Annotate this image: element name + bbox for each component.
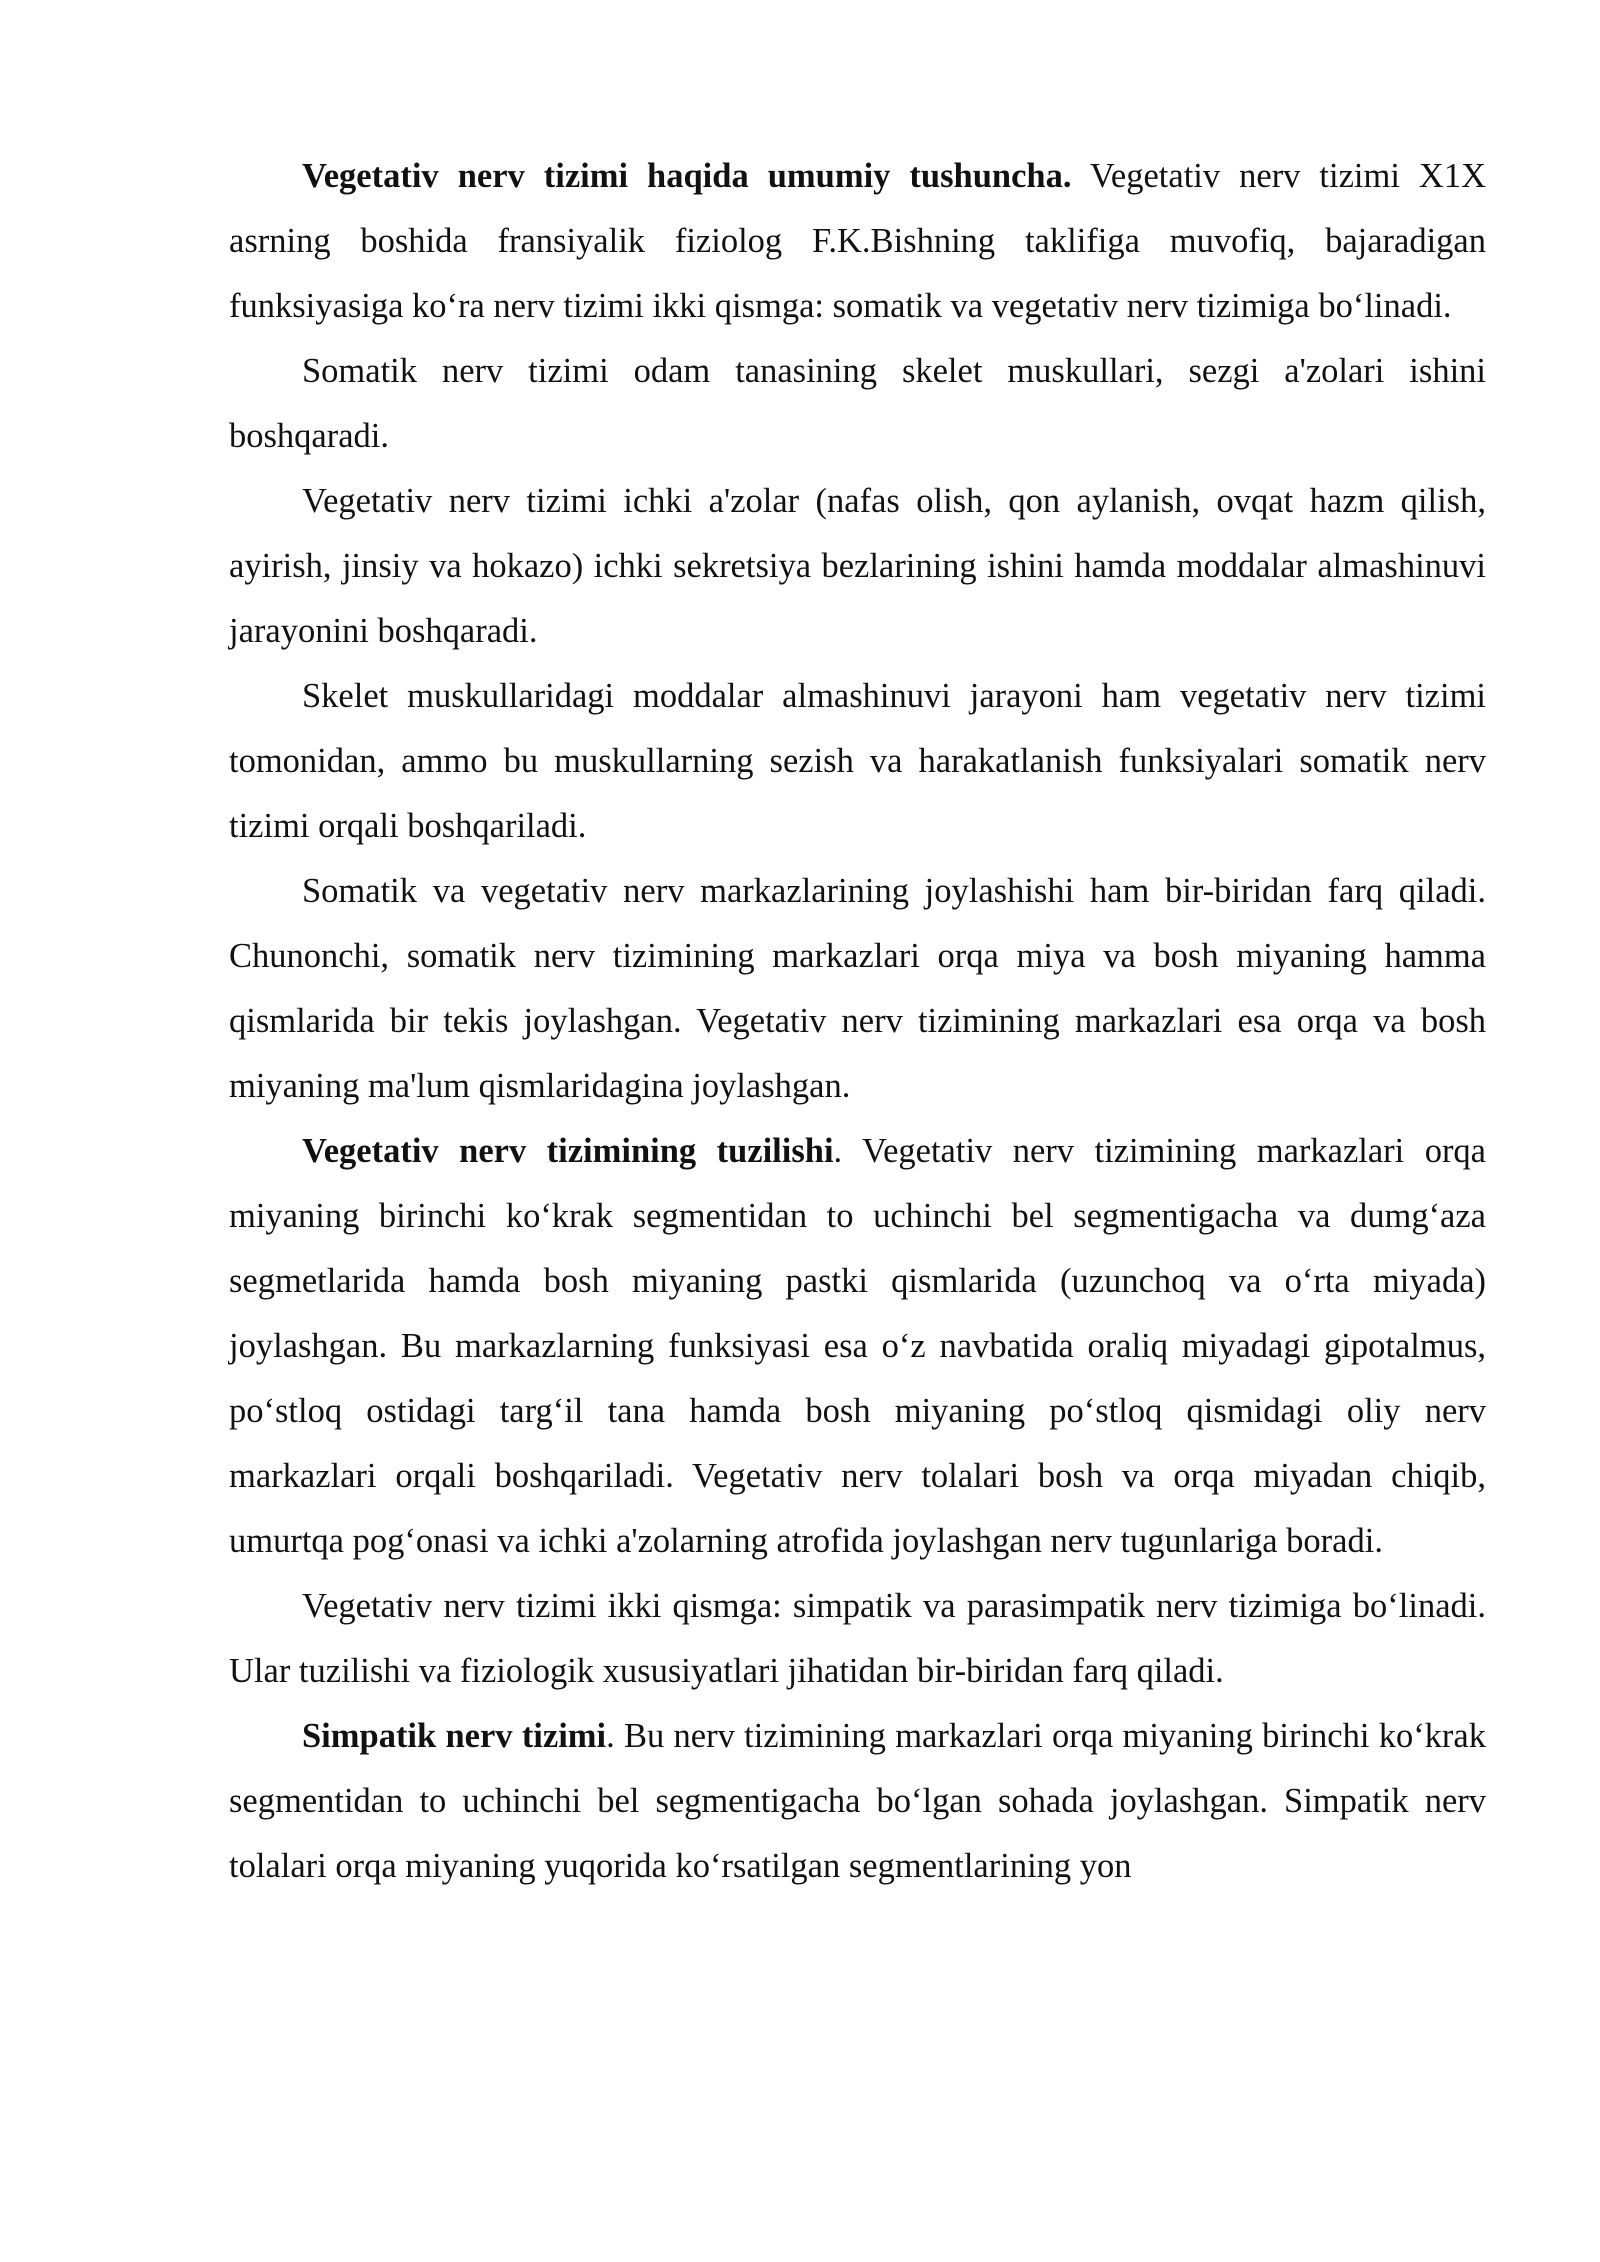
paragraph-text: . Vegetativ nerv tizimining markazlari orqa miyaning birinchi ko‘krak segmentidan to uchinchi bel segmentigacha va dumg‘aza segmetlarida hamda bosh miyaning pastki qismlarida (uzunchoq va o‘rta miyada) joylashgan. Bu markazlarning funksiyasi esa o‘z navbatida oraliq miyadagi gipotalmus, po‘stloq ostidagi targ‘il tana hamda bosh miyaning po‘stloq qismidagi oliy nerv markazlari orqali boshqariladi. Vegetativ nerv tolalari bosh va orqa miyadan chiqib, umurtqa pog‘onasi va ichki a'zolarning atrofida joylashgan nerv tugunlariga boradi. — [229, 1132, 1486, 1560]
paragraph-structure — [229, 1119, 1486, 1574]
paragraph-sympathetic — [229, 1704, 1486, 1899]
document-body — [229, 144, 1486, 1899]
paragraph-text: Vegetativ nerv tizimi X1X asrning boshida fransiyalik fiziolog F.K.Bishning taklifiga muvofiq, bajaradigan funksiyasiga ko‘ra nerv tizimi ikki qismga: somatik va vegetativ nerv tizimiga bo‘linadi. — [229, 157, 1487, 325]
paragraph-skeletal-muscles — [229, 664, 1486, 859]
paragraph-heading: Vegetativ nerv tizimining tuzilishi — [302, 1132, 834, 1170]
paragraph-text: Vegetativ nerv tizimi ichki a'zolar (nafas olish, qon aylanish, ovqat hazm qilish, ayirish, jinsiy va hokazo) ichki sekretsiya bezlarining ishini hamda moddalar almashinuvi jarayonini boshqaradi. — [229, 482, 1486, 650]
paragraph-text: . Bu nerv tizimining markazlari orqa miyaning birinchi ko‘krak segmentidan to uchinchi bel segmentigacha bo‘lgan sohada joylashgan. Simpatik nerv tolalari orqa miyaning yuqorida ko‘rsatilgan segmentlarining yon — [229, 1717, 1486, 1885]
paragraph-centers-location — [229, 859, 1486, 1119]
paragraph-text: Somatik nerv tizimi odam tanasining skelet muskullari, sezgi a'zolari ishini boshqaradi. — [229, 352, 1486, 455]
paragraph-text: Skelet muskullaridagi moddalar almashinuvi jarayoni ham vegetativ nerv tizimi tomonidan, ammo bu muskullarning sezish va harakatlanish funksiyalari somatik nerv tizimi orqali boshqariladi. — [229, 677, 1486, 845]
paragraph-heading: Vegetativ nerv tizimi haqida umumiy tushuncha. — [302, 157, 1072, 195]
paragraph-heading: Simpatik nerv tizimi — [302, 1717, 607, 1755]
paragraph-text: Vegetativ nerv tizimi ikki qismga: simpatik va parasimpatik nerv tizimiga bo‘linadi. Ular tuzilishi va fiziologik xususiyatlari jihatidan bir-biridan farq qiladi. — [229, 1587, 1486, 1690]
paragraph-vegetative-organs — [229, 469, 1486, 664]
paragraph-two-parts — [229, 1574, 1486, 1704]
paragraph-text: Somatik va vegetativ nerv markazlarining joylashishi ham bir-biridan farq qiladi. Chunonchi, somatik nerv tizimining markazlari orqa miya va bosh miyaning hamma qismlarida bir tekis joylashgan. Vegetativ nerv tizimining markazlari esa orqa va bosh miyaning ma'lum qismlaridagina joylashgan. — [229, 872, 1486, 1105]
paragraph-somatic — [229, 339, 1486, 469]
paragraph-general-concept — [229, 144, 1486, 339]
